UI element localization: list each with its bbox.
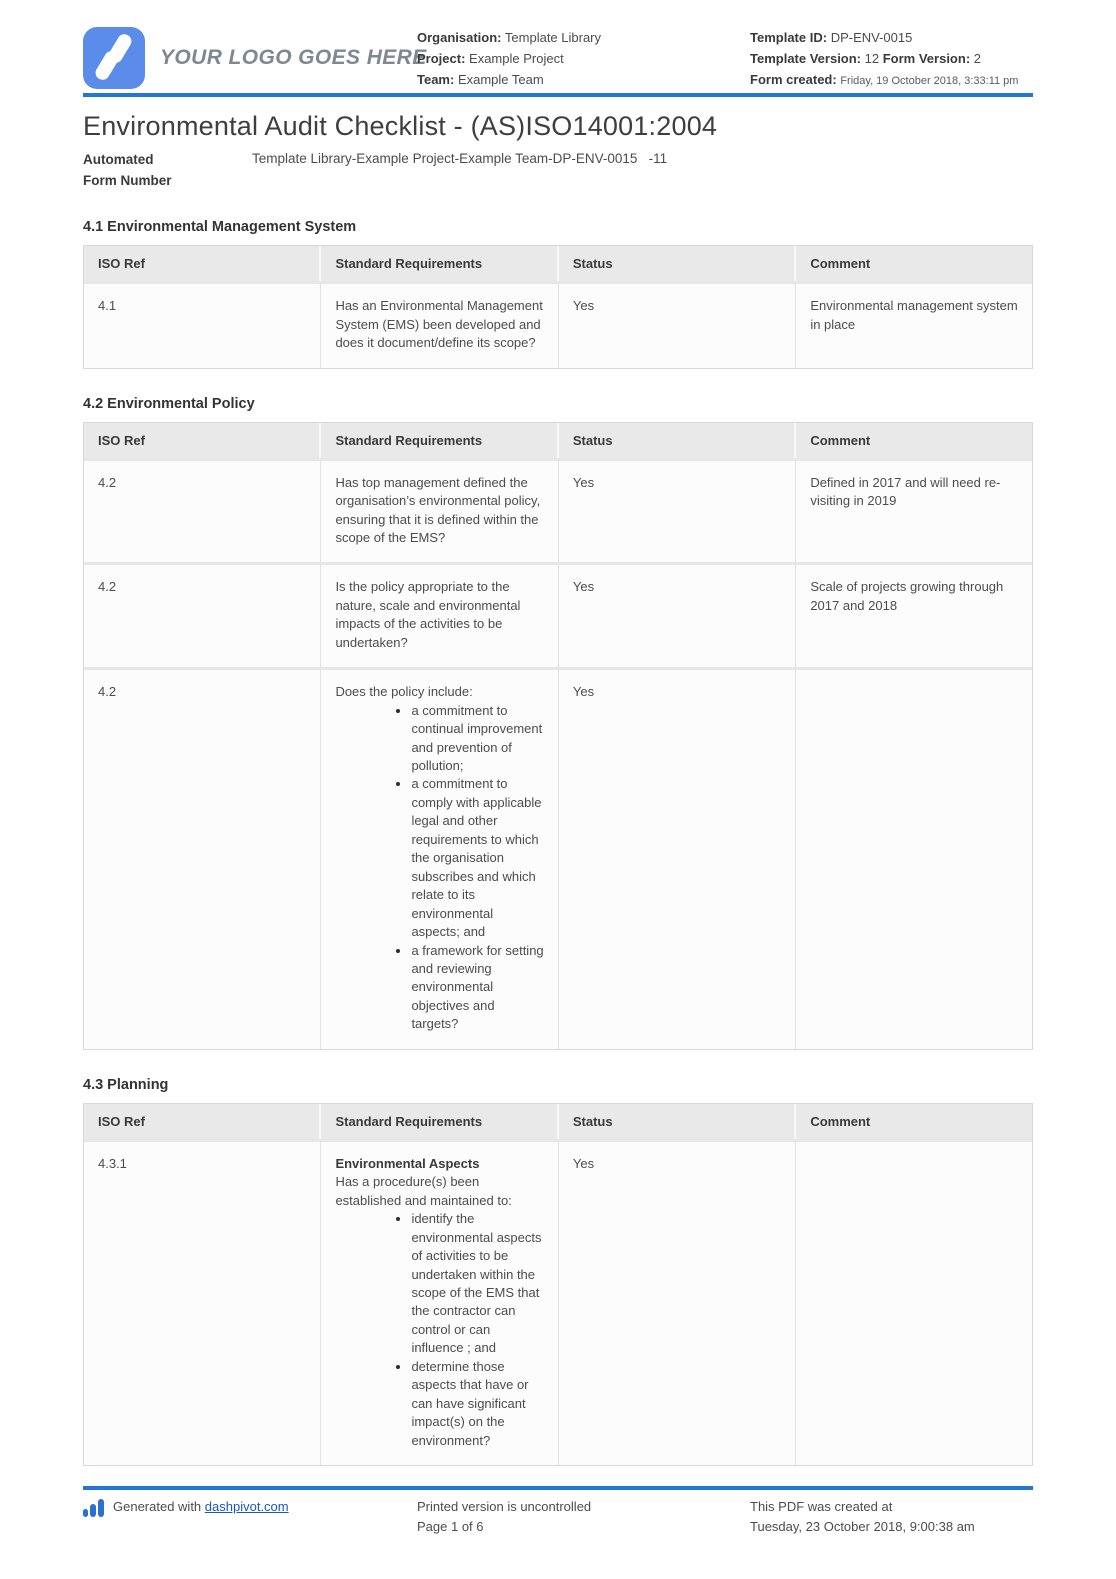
status-cell: Yes: [559, 1139, 796, 1465]
team-value: Example Team: [457, 71, 544, 87]
column-header: Status: [559, 246, 796, 281]
requirement-bullet: • determine those aspects that have or can have significant impact(s) on the environment?: [411, 1358, 543, 1450]
sections-host: [83, 219, 1033, 1466]
form-version-value: 2: [973, 50, 982, 66]
column-header: ISO Ref: [84, 1104, 321, 1139]
project-label: Project:: [417, 50, 466, 66]
requirement-cell: [321, 281, 558, 367]
table-header-row: [84, 1104, 1032, 1139]
organisation-line: [417, 28, 750, 49]
requirement-bullet-list: [335, 702, 543, 1034]
requirement-bullet: • a framework for setting and reviewing environmental objectives and targets?: [411, 942, 543, 1034]
template-version-label: Template Version:: [750, 50, 862, 66]
column-header: ISO Ref: [84, 246, 321, 281]
requirement-bullet: • a commitment to continual improvement and prevention of pollution;: [411, 702, 543, 776]
header-meta-left: [417, 25, 750, 90]
checklist-table: [83, 422, 1033, 1050]
table-row: [84, 458, 1032, 563]
form-created-line: [750, 70, 1033, 91]
table-header-row: [84, 423, 1032, 458]
section-4-3: [83, 1077, 1033, 1466]
requirement-text: Has an Environmental Management System (EMS) been developed and does it document/define its scope?: [335, 298, 543, 351]
template-id-label: Template ID:: [750, 30, 828, 45]
pdf-created-value: Tuesday, 23 October 2018, 9:00:38 am: [750, 1518, 975, 1534]
table-head: [84, 423, 1032, 458]
iso-ref-cell: 4.2: [84, 562, 321, 667]
printed-version-text: Printed version is uncontrolled: [417, 1499, 592, 1514]
bar-chart-icon: [83, 1497, 104, 1517]
requirement-bullet-list: [335, 1210, 543, 1450]
status-cell: Yes: [559, 281, 796, 367]
team-line: [417, 70, 750, 91]
organisation-label: Organisation:: [417, 30, 502, 45]
iso-ref-cell: 4.1: [84, 281, 321, 367]
comment-cell: Defined in 2017 and will need re-visiting in 2019: [796, 458, 1032, 563]
table-body: [84, 1139, 1032, 1465]
team-label: Team:: [417, 71, 455, 87]
table-head: [84, 1104, 1032, 1139]
form-created-label: Form created:: [750, 71, 837, 87]
table-header-row: [84, 246, 1032, 281]
section-heading: 4.1 Environmental Management System: [83, 219, 357, 236]
status-cell: Yes: [559, 458, 796, 563]
page-title: Environmental Audit Checklist - (AS)ISO14001:2004: [83, 111, 718, 142]
table-body: [84, 458, 1032, 1049]
generated-with-text: [113, 1497, 289, 1517]
column-header: Status: [559, 1104, 796, 1139]
header-divider: [83, 93, 1033, 97]
table-body: [84, 281, 1032, 367]
form-created-value: Friday, 19 October 2018, 3:33:11 pm: [840, 74, 1019, 87]
column-header: Status: [559, 423, 796, 458]
section-4-1: [83, 219, 1033, 368]
project-value: Example Project: [469, 50, 564, 66]
document-header: [83, 0, 1033, 90]
requirement-text: Is the policy appropriate to the nature, scale and environmental impacts of the activities to be undertaken?: [335, 579, 521, 650]
logo-shape: [93, 48, 121, 82]
versions-line: [750, 49, 1033, 70]
column-header: Standard Requirements: [321, 423, 558, 458]
section-4-2: [83, 396, 1033, 1050]
status-cell: Yes: [559, 562, 796, 667]
iso-ref-cell: 4.2: [84, 667, 321, 1049]
requirement-cell: [321, 562, 558, 667]
requirement-text: Does the policy include:: [335, 684, 473, 700]
generated-with-label: Generated with: [113, 1499, 202, 1514]
table-row: [84, 1139, 1032, 1465]
form-version-label: Form Version:: [882, 50, 971, 66]
table-head: [84, 246, 1032, 281]
template-id-value: DP-ENV-0015: [830, 30, 913, 45]
table-row: [84, 281, 1032, 367]
pdf-created-label: This PDF was created at: [750, 1499, 893, 1514]
footer-center: [417, 1497, 750, 1536]
iso-ref-cell: 4.2: [84, 458, 321, 563]
column-header: Standard Requirements: [321, 246, 558, 281]
logo-placeholder-text: YOUR LOGO GOES HERE: [160, 45, 427, 69]
dashpivot-link[interactable]: dashpivot.com: [204, 1499, 289, 1514]
template-id-line: [750, 28, 1033, 49]
template-version-value: 12: [864, 50, 880, 66]
footer-left: [83, 1497, 417, 1536]
comment-cell: Environmental management system in place: [796, 281, 1032, 367]
table-row: [84, 562, 1032, 667]
iso-ref-cell: 4.3.1: [84, 1139, 321, 1465]
requirement-cell: [321, 1139, 558, 1465]
form-number-label: Automated Form Number: [83, 152, 172, 189]
automated-form-number: [83, 150, 1033, 192]
organisation-value: Template Library: [504, 30, 602, 45]
company-logo-icon: [83, 27, 145, 89]
section-heading: 4.3 Planning: [83, 1076, 169, 1093]
requirement-bullet: • a commitment to comply with applicable legal and other requirements to which the organisation subscribes and which relate to its environmental aspects; and: [411, 775, 543, 941]
checklist-table: [83, 1103, 1033, 1466]
requirement-cell: [321, 667, 558, 1049]
requirement-cell: [321, 458, 558, 563]
page-number-text: Page 1 of 6: [417, 1518, 484, 1534]
table-row: [84, 667, 1032, 1049]
comment-cell: Scale of projects growing through 2017 and 2018: [796, 562, 1032, 667]
column-header: Comment: [796, 1104, 1032, 1139]
requirement-text: Has top management defined the organisation’s environmental policy, ensuring that it is defined within the scope of the EMS?: [335, 474, 541, 545]
document-footer: [83, 1486, 1033, 1536]
section-heading: 4.2 Environmental Policy: [83, 395, 255, 412]
column-header: Comment: [796, 423, 1032, 458]
column-header: Standard Requirements: [321, 1104, 558, 1139]
checklist-table: [83, 245, 1033, 368]
requirement-title: Environmental Aspects: [335, 1155, 480, 1171]
project-line: [417, 49, 750, 70]
footer-columns: [83, 1490, 1033, 1536]
status-cell: Yes: [559, 667, 796, 1049]
requirement-bullet: • identify the environmental aspects of activities to be undertaken within the scope of the EMS that the contractor can control or can influence ; and: [411, 1210, 543, 1358]
comment-cell: [796, 1139, 1032, 1465]
column-header: ISO Ref: [84, 423, 321, 458]
logo: [83, 25, 427, 90]
requirement-text: Has a procedure(s) been established and maintained to:: [335, 1174, 512, 1208]
column-header: Comment: [796, 246, 1032, 281]
header-meta-right: [750, 25, 1033, 90]
comment-cell: [796, 667, 1032, 1049]
form-number-value: Template Library-Example Project-Example Team-DP-ENV-0015 -11: [252, 151, 668, 167]
footer-right: [750, 1497, 1033, 1536]
